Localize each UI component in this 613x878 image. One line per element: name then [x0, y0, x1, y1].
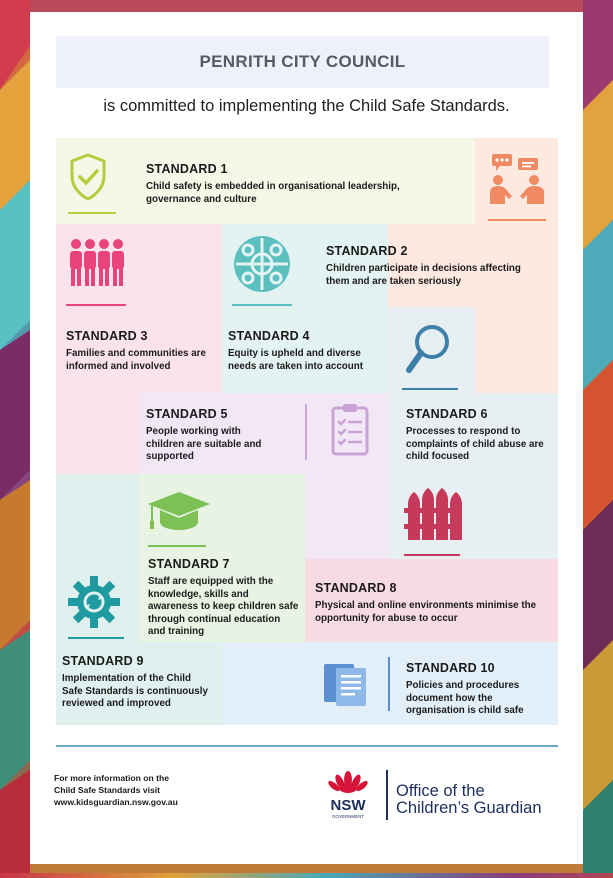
standard-1	[146, 162, 446, 206]
standard-5-divider	[305, 404, 307, 460]
logo-divider	[386, 770, 388, 820]
more-info-line-1: For more information on the	[54, 773, 170, 783]
standard-2-underline	[232, 304, 292, 306]
standard-3-title: STANDARD 3	[66, 329, 148, 343]
tile-standard-3-lower	[56, 402, 139, 474]
magnifier-icon	[404, 322, 454, 376]
office-childrens-guardian-logo	[396, 783, 542, 817]
footer-divider	[56, 745, 558, 747]
standard-9-underline	[68, 637, 124, 639]
council-name-banner: PENRITH CITY COUNCIL	[56, 36, 549, 88]
standard-9-description: Implementation of the Child Safe Standards is continuously reviewed and improved	[62, 673, 208, 709]
standard-4-description: Equity is upheld and diverse needs are taken into account	[228, 348, 364, 372]
standard-1-title: STANDARD 1	[146, 162, 228, 176]
standard-10-description: Policies and procedures document how the organisation is child safe	[406, 680, 524, 716]
nsw-wordmark: NSW	[330, 797, 366, 814]
standard-3-underline	[66, 304, 126, 306]
standard-7-underline	[148, 545, 206, 547]
standard-2	[326, 244, 546, 288]
documents-icon	[322, 660, 370, 708]
people-chat-icon	[488, 152, 546, 212]
standard-5-title: STANDARD 5	[146, 407, 228, 421]
tile-standard-2-right	[475, 307, 558, 393]
standard-7-title: STANDARD 7	[148, 557, 230, 571]
tile-standard-8-gap	[305, 474, 388, 559]
standard-3-description: Families and communities are informed and involved	[66, 348, 206, 372]
standard-6-description: Processes to respond to complaints of child abuse are child focused	[406, 426, 544, 462]
standard-1-underline	[68, 212, 116, 214]
graduation-cap-icon	[146, 490, 212, 534]
standard-6-title: STANDARD 6	[406, 407, 488, 421]
standard-1-description: Child safety is embedded in organisational leadership, governance and culture	[146, 181, 400, 205]
nsw-government-label: GOVERNMENT	[331, 814, 365, 819]
fence-gate-icon	[404, 488, 462, 542]
kidsguardian-link[interactable]: www.kidsguardian.nsw.gov.au	[54, 797, 178, 807]
standard-8-description: Physical and online environments minimise the opportunity for abuse to occur	[315, 600, 537, 624]
commitment-subtitle: is committed to implementing the Child Safe Standards.	[103, 97, 510, 115]
standard-6-chat-underline	[488, 219, 546, 221]
standard-10-title: STANDARD 10	[406, 661, 495, 675]
more-info-line-2: Child Safe Standards visit	[54, 785, 161, 795]
standard-9-title: STANDARD 9	[62, 654, 144, 668]
standard-4-underline	[402, 388, 458, 390]
standard-4-title: STANDARD 4	[228, 329, 310, 343]
standard-5	[146, 407, 271, 464]
standard-7	[148, 557, 300, 639]
standard-2-title: STANDARD 2	[326, 244, 408, 258]
standard-2-description: Children participate in decisions affecting them and are taken seriously	[326, 263, 521, 287]
poster	[30, 12, 583, 864]
puzzle-circle-icon	[232, 234, 292, 294]
standard-6	[406, 407, 551, 464]
standard-10-divider	[388, 657, 390, 711]
standard-10	[406, 661, 554, 718]
standard-4	[228, 329, 386, 373]
nsw-government-logo	[318, 766, 378, 826]
ocg-line-1: Office of the	[396, 782, 485, 800]
standard-8	[315, 581, 550, 625]
more-info-text	[54, 772, 178, 808]
standard-5-description: People working with children are suitable and supported	[146, 426, 262, 462]
standard-8-title: STANDARD 8	[315, 581, 397, 595]
standard-9	[62, 654, 212, 711]
standard-7-description: Staff are equipped with the knowledge, skills and awareness to keep children safe through continual education and training	[148, 576, 299, 637]
clipboard-checklist-icon	[330, 402, 370, 458]
standard-3	[66, 329, 211, 373]
shield-check-icon	[68, 152, 108, 202]
family-icon	[66, 238, 126, 288]
gear-cycle-icon	[68, 576, 120, 628]
standard-8-underline	[404, 554, 460, 556]
ocg-line-2: Children’s Guardian	[396, 799, 542, 817]
